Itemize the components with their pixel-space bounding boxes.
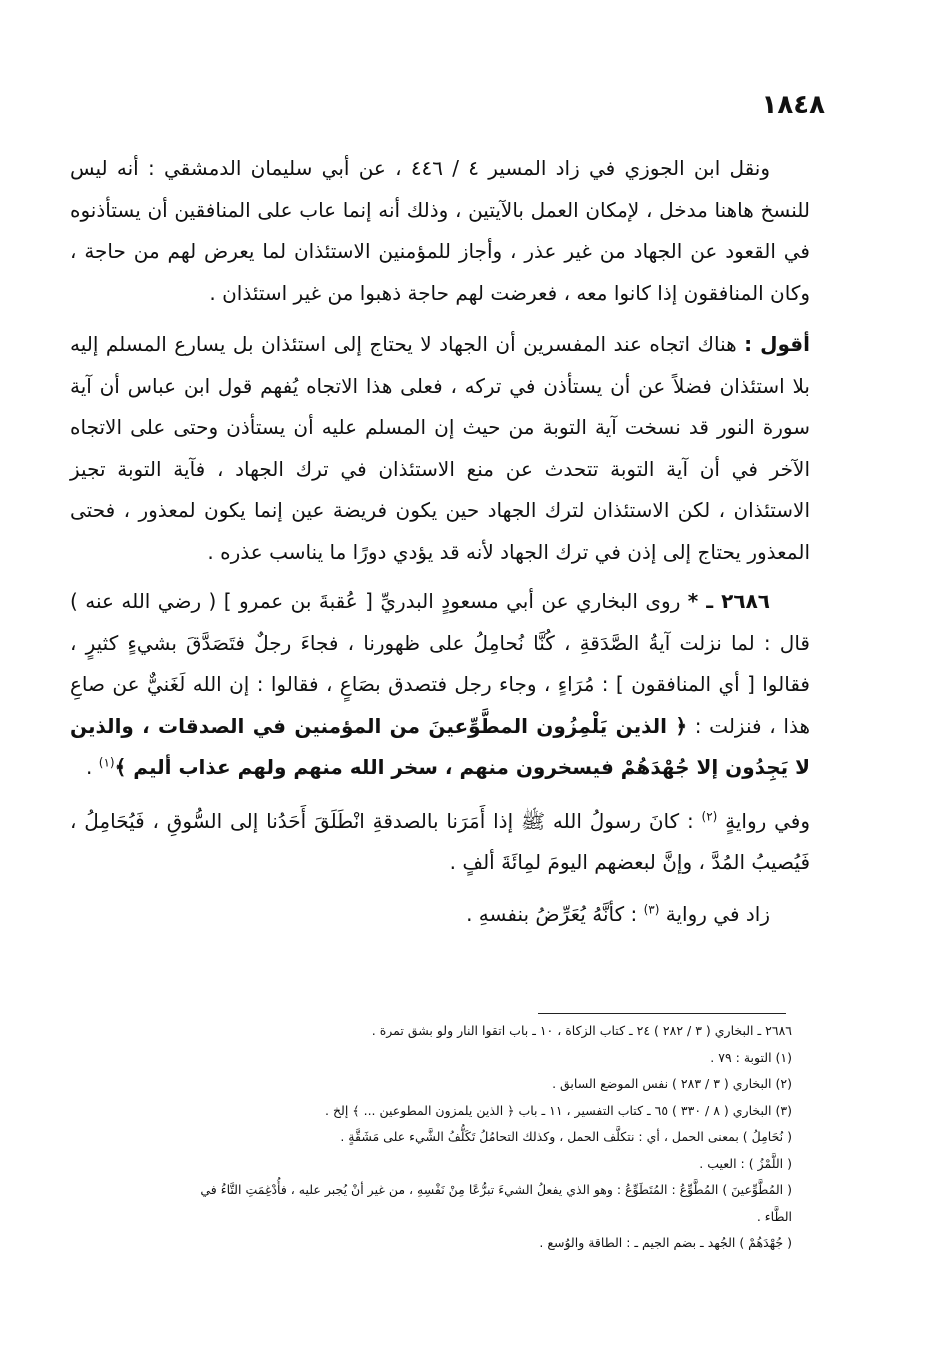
- paragraph-aqulu: [70, 324, 810, 573]
- gloss-muttawwiin: ( المُطَّوِّعينَ ) المُطَّوِّعُ : المُتَطَوِّعُ : وهو الذي يفعلُ الشيءَ تبرُّعًا مِنْ نَفْسِهِ ، من غير أنْ يُجبر عليه ، فأُدْغِمَتِ التَّاءُ في الطَّاء .: [200, 1182, 792, 1224]
- paragraph-riwaya-3: [70, 894, 810, 936]
- footnote-ref-2: (٢): [701, 808, 718, 823]
- paragraph-hadith-2686: [70, 581, 810, 789]
- riwaya-2-text: : كانَ رسولُ الله ﷺ إذا أَمَرَنا بالصدقةِ انْطَلَقَ أَحَدُنا إلى السُّوقِ ، فَيُحَامِلُ ، فَيُصيبُ المُدَّ ، وإنَّ لبعضهم اليومَ لمِائَةَ ألفٍ .: [70, 808, 810, 874]
- footnote-ref-1: (١): [98, 755, 115, 770]
- hadith-end: .: [86, 755, 99, 779]
- main-text: [70, 148, 810, 935]
- hadith-number: ٢٦٨٦ ـ *: [687, 589, 770, 613]
- footnote-2: (٢) البخاري ( ٣ / ٢٨٣ ) نفس الموضع السابق .: [552, 1076, 792, 1091]
- aqulu-text: هناك اتجاه عند المفسرين أن الجهاد لا يحتاج إلى استئذان بل يسارع المسلم إليه بلا استئذان فضلاً عن أن يستأذن في تركه ، فعلى هذا الاتجاه يُفهم قول ابن عباس أن آية سورة النور قد نسخت آية التوبة من حيث إن المسلم عليه أن يستأذن وحتى على الاتجاه الآخر في أن آية التوبة تتحدث عن منع الاستئذان في ترك الجهاد ، فآية التوبة تجيز الاستئذان ، لكن الاستئذان لترك الجهاد حين يكون فريضة عين إنما يكون لمعذور ، فحتى المعذور يحتاج إلى إذن في ترك الجهاد لأنه قد يؤدي دورًا ما يناسب عذره .: [70, 332, 810, 564]
- paragraph-ibn-al-jawzi: ونقل ابن الجوزي في زاد المسير ٤ / ٤٤٦ ، عن أبي سليمان الدمشقي : أنه ليس للنسخ هاهنا مدخل ، لإمكان العمل بالآيتين ، وذلك أنه إنما عاب على المنافقين أن يستأذنوه في القعود عن الجهاد من غير عذر ، وأجاز للمؤمنين الاستئذان لما يعرض لهم من حاجة ، وكان المنافقون إذا كانوا معه ، فعرضت لهم حاجة ذهبوا من غير استئذان .: [70, 156, 810, 305]
- riwaya-2-lead: وفي روايةٍ: [717, 808, 811, 833]
- gloss-juhd: ( جُهْدَهُمْ ) الجُهد ـ بضم الجيم ـ : الطاقة والوُسع .: [539, 1235, 792, 1250]
- footnote-3: (٣) البخاري ( ٨ / ٣٣٠ ) ٦٥ ـ كتاب التفسير ، ١١ ـ باب ﴿ الذين يلمزون المطوعين ... ﴾ إلخ .: [325, 1102, 792, 1118]
- footnote-1: (١) التوبة : ٧٩ .: [710, 1049, 792, 1065]
- hadith-text: روى البخاري عن أبي مسعودٍ البدريِّ [ عُقبةَ بن عمرو ] ( رضي الله عنه ) قال : لما نزلت آيةُ الصَّدَقةِ ، كُنَّا نُحامِلُ على ظهورنا ، فجاءَ رجلٌ فتَصَدَّقَ بشيءٍ كثيرٍ ، فقالوا [ أي المنافقون ] : مُرَاءٍ ، وجاء رجل فتصدق بصَاعٍ ، فقالوا : إن الله لَغَنيٌّ عن صاعِ هذا ، فنزلت :: [70, 589, 810, 738]
- footnotes: [200, 1018, 792, 1257]
- gloss-nuhamil: ( نُحَامِلُ ) بمعنى الحمل ، أي : نتكلَّف الحمل ، وكذلك التحامُلُ تَكَلُّفُ الشَّيء على مَشَقَّةٍ .: [340, 1129, 792, 1144]
- quran-verse: ﴿ الذين يَلْمِزُون المطَّوِّعينَ من المؤمنين في الصدقات ، والذين لا يَجِدُون إلا جُهْدَهُمْ فيسخرون منهم ، سخر الله منهم ولهم عذاب أليم ﴾: [70, 713, 810, 779]
- gloss-lamz: ( اللَّمْزُ ) : العيب .: [699, 1155, 792, 1171]
- page-number: ١٨٤٨: [761, 90, 825, 120]
- riwaya-3-lead: زاد في رواية: [659, 901, 770, 926]
- riwaya-3-text: : كأنَّهُ يُعَرِّضُ بنفسهِ .: [466, 901, 644, 926]
- footnote-source: ٢٦٨٦ ـ البخاري ( ٣ / ٢٨٢ ) ٢٤ ـ كتاب الزكاة ، ١٠ ـ باب اتقوا النار ولو بشق تمرة .: [371, 1023, 792, 1038]
- footnote-divider: [538, 1013, 786, 1014]
- paragraph-riwaya-2: [70, 801, 810, 884]
- footnote-ref-3: (٣): [643, 901, 660, 916]
- aqulu-label: أقول :: [744, 332, 811, 356]
